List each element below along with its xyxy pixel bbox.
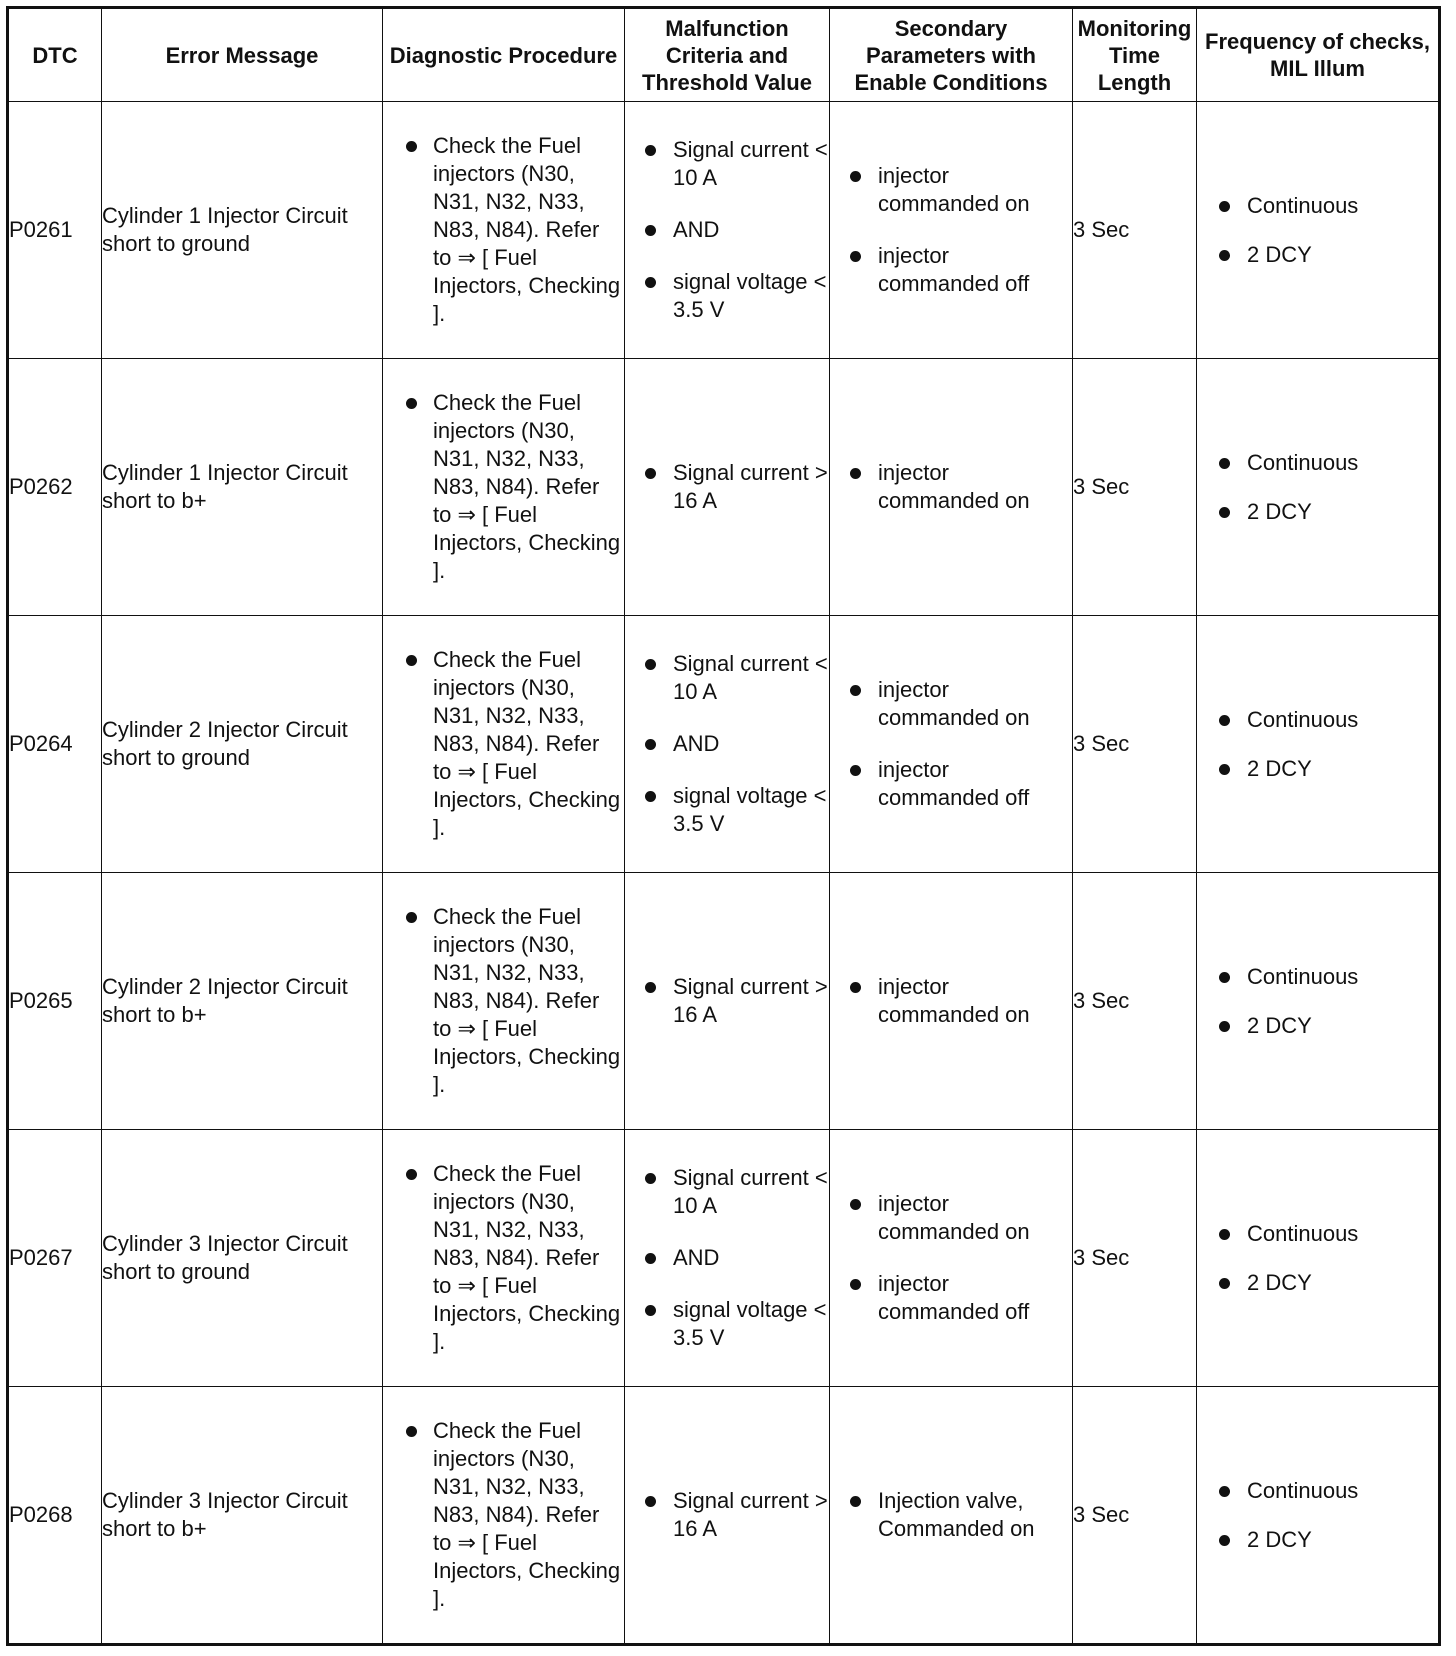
- secondary-parameters-cell: [830, 102, 1073, 359]
- frequency-item: Continuous: [1197, 192, 1438, 220]
- header-diagnostic-procedure: Diagnostic Procedure: [383, 8, 625, 102]
- secondary-parameters-cell-list: [830, 459, 1072, 515]
- frequency-cell-list: [1197, 1477, 1438, 1554]
- procedure-item: Check the Fuel injectors (N30, N31, N32, N33, N83, N84). Refer to ⇒ [ Fuel Injectors, Checking ].: [383, 903, 624, 1099]
- dtc-document: [6, 6, 1438, 1650]
- parameter-item: injector commanded on: [830, 973, 1072, 1029]
- frequency-item: 2 DCY: [1197, 1526, 1438, 1554]
- criteria-item: signal voltage < 3.5 V: [625, 268, 829, 324]
- malfunction-criteria-cell-list: [625, 136, 829, 324]
- criteria-item: AND: [625, 216, 829, 244]
- frequency-cell-list: [1197, 449, 1438, 526]
- criteria-item: signal voltage < 3.5 V: [625, 1296, 829, 1352]
- frequency-cell: [1197, 1387, 1440, 1645]
- frequency-cell: [1197, 359, 1440, 616]
- header-monitoring-time: Monitoring Time Length: [1073, 8, 1197, 102]
- secondary-parameters-cell: [830, 1130, 1073, 1387]
- criteria-item: Signal current > 16 A: [625, 459, 829, 515]
- diagnostic-procedure-cell: [383, 1387, 625, 1645]
- frequency-item: 2 DCY: [1197, 498, 1438, 526]
- parameter-item: injector commanded on: [830, 676, 1072, 732]
- frequency-item: 2 DCY: [1197, 755, 1438, 783]
- table-row: [8, 873, 1440, 1130]
- table-row: [8, 1130, 1440, 1387]
- dtc-code-cell: P0262: [8, 359, 102, 616]
- procedure-item: Check the Fuel injectors (N30, N31, N32, N33, N83, N84). Refer to ⇒ [ Fuel Injectors, Checking ].: [383, 646, 624, 842]
- criteria-item: AND: [625, 730, 829, 758]
- criteria-item: Signal current > 16 A: [625, 1487, 829, 1543]
- malfunction-criteria-cell: [625, 102, 830, 359]
- secondary-parameters-cell: [830, 1387, 1073, 1645]
- diagnostic-procedure-list: [383, 389, 624, 585]
- frequency-item: Continuous: [1197, 449, 1438, 477]
- error-message-cell: Cylinder 3 Injector Circuit short to ground: [102, 1130, 383, 1387]
- frequency-item: Continuous: [1197, 1220, 1438, 1248]
- diagnostic-procedure-list: [383, 1160, 624, 1356]
- monitoring-time-cell: 3 Sec: [1073, 1130, 1197, 1387]
- header-frequency: Frequency of checks, MIL Illum: [1197, 8, 1440, 102]
- diagnostic-procedure-cell: [383, 616, 625, 873]
- secondary-parameters-cell-list: [830, 973, 1072, 1029]
- criteria-item: Signal current < 10 A: [625, 136, 829, 192]
- criteria-item: Signal current < 10 A: [625, 650, 829, 706]
- secondary-parameters-cell: [830, 616, 1073, 873]
- parameter-item: Injection valve, Commanded on: [830, 1487, 1072, 1543]
- dtc-code-cell: P0265: [8, 873, 102, 1130]
- error-message-cell: Cylinder 3 Injector Circuit short to b+: [102, 1387, 383, 1645]
- header-dtc: DTC: [8, 8, 102, 102]
- malfunction-criteria-cell-list: [625, 1487, 829, 1543]
- error-message-cell: Cylinder 1 Injector Circuit short to ground: [102, 102, 383, 359]
- frequency-item: Continuous: [1197, 963, 1438, 991]
- procedure-item: Check the Fuel injectors (N30, N31, N32, N33, N83, N84). Refer to ⇒ [ Fuel Injectors, Checking ].: [383, 389, 624, 585]
- dtc-code-cell: P0261: [8, 102, 102, 359]
- diagnostic-procedure-cell: [383, 359, 625, 616]
- parameter-item: injector commanded on: [830, 1190, 1072, 1246]
- error-message-cell: Cylinder 2 Injector Circuit short to ground: [102, 616, 383, 873]
- secondary-parameters-cell-list: [830, 676, 1072, 812]
- diagnostic-procedure-list: [383, 646, 624, 842]
- diagnostic-procedure-list: [383, 132, 624, 328]
- header-row: [8, 8, 1440, 102]
- malfunction-criteria-cell-list: [625, 973, 829, 1029]
- frequency-cell-list: [1197, 1220, 1438, 1297]
- parameter-item: injector commanded off: [830, 756, 1072, 812]
- procedure-item: Check the Fuel injectors (N30, N31, N32, N33, N83, N84). Refer to ⇒ [ Fuel Injectors, Checking ].: [383, 1417, 624, 1613]
- dtc-code-cell: P0264: [8, 616, 102, 873]
- table-row: [8, 1387, 1440, 1645]
- malfunction-criteria-cell: [625, 616, 830, 873]
- secondary-parameters-cell-list: [830, 1487, 1072, 1543]
- criteria-item: Signal current < 10 A: [625, 1164, 829, 1220]
- frequency-item: 2 DCY: [1197, 1269, 1438, 1297]
- header-secondary-parameters: Secondary Parameters with Enable Conditions: [830, 8, 1073, 102]
- procedure-item: Check the Fuel injectors (N30, N31, N32, N33, N83, N84). Refer to ⇒ [ Fuel Injectors, Checking ].: [383, 132, 624, 328]
- table-row: [8, 616, 1440, 873]
- parameter-item: injector commanded on: [830, 459, 1072, 515]
- error-message-cell: Cylinder 2 Injector Circuit short to b+: [102, 873, 383, 1130]
- parameter-item: injector commanded off: [830, 242, 1072, 298]
- diagnostic-procedure-cell: [383, 1130, 625, 1387]
- frequency-cell: [1197, 873, 1440, 1130]
- secondary-parameters-cell: [830, 873, 1073, 1130]
- frequency-cell: [1197, 102, 1440, 359]
- frequency-cell-list: [1197, 192, 1438, 269]
- monitoring-time-cell: 3 Sec: [1073, 616, 1197, 873]
- frequency-cell-list: [1197, 963, 1438, 1040]
- criteria-item: AND: [625, 1244, 829, 1272]
- parameter-item: injector commanded off: [830, 1270, 1072, 1326]
- frequency-item: 2 DCY: [1197, 241, 1438, 269]
- monitoring-time-cell: 3 Sec: [1073, 873, 1197, 1130]
- diagnostic-procedure-list: [383, 1417, 624, 1613]
- secondary-parameters-cell-list: [830, 162, 1072, 298]
- diagnostic-procedure-cell: [383, 102, 625, 359]
- monitoring-time-cell: 3 Sec: [1073, 1387, 1197, 1645]
- frequency-cell: [1197, 1130, 1440, 1387]
- malfunction-criteria-cell-list: [625, 459, 829, 515]
- header-error-message: Error Message: [102, 8, 383, 102]
- malfunction-criteria-cell: [625, 1130, 830, 1387]
- diagnostic-procedure-cell: [383, 873, 625, 1130]
- secondary-parameters-cell: [830, 359, 1073, 616]
- procedure-item: Check the Fuel injectors (N30, N31, N32, N33, N83, N84). Refer to ⇒ [ Fuel Injectors, Checking ].: [383, 1160, 624, 1356]
- header-malfunction-criteria: Malfunction Criteria and Threshold Value: [625, 8, 830, 102]
- parameter-item: injector commanded on: [830, 162, 1072, 218]
- dtc-table: [6, 6, 1441, 1646]
- malfunction-criteria-cell: [625, 873, 830, 1130]
- criteria-item: signal voltage < 3.5 V: [625, 782, 829, 838]
- malfunction-criteria-cell-list: [625, 650, 829, 838]
- criteria-item: Signal current > 16 A: [625, 973, 829, 1029]
- dtc-code-cell: P0268: [8, 1387, 102, 1645]
- frequency-item: Continuous: [1197, 706, 1438, 734]
- frequency-cell: [1197, 616, 1440, 873]
- dtc-code-cell: P0267: [8, 1130, 102, 1387]
- frequency-item: 2 DCY: [1197, 1012, 1438, 1040]
- frequency-item: Continuous: [1197, 1477, 1438, 1505]
- monitoring-time-cell: 3 Sec: [1073, 359, 1197, 616]
- secondary-parameters-cell-list: [830, 1190, 1072, 1326]
- malfunction-criteria-cell: [625, 359, 830, 616]
- monitoring-time-cell: 3 Sec: [1073, 102, 1197, 359]
- table-row: [8, 102, 1440, 359]
- diagnostic-procedure-list: [383, 903, 624, 1099]
- malfunction-criteria-cell: [625, 1387, 830, 1645]
- table-row: [8, 359, 1440, 616]
- frequency-cell-list: [1197, 706, 1438, 783]
- malfunction-criteria-cell-list: [625, 1164, 829, 1352]
- error-message-cell: Cylinder 1 Injector Circuit short to b+: [102, 359, 383, 616]
